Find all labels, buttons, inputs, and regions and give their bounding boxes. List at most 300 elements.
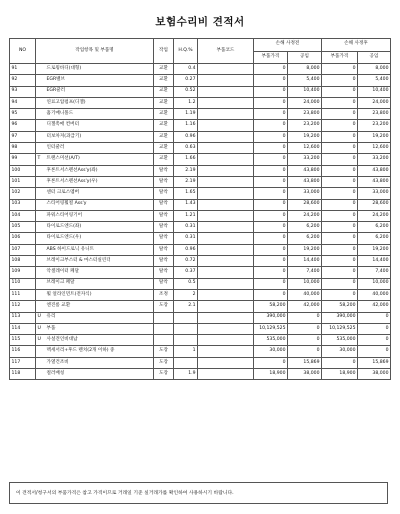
row-item-name — [36, 97, 154, 108]
row-after-labor: 40,000 — [358, 289, 391, 300]
table-row — [10, 188, 391, 199]
page-title: 보험수리비 견적서 — [155, 16, 245, 28]
row-after-parts: 0 — [322, 109, 358, 120]
row-hq: 2.19 — [174, 176, 198, 187]
row-after-labor: 38,000 — [358, 369, 391, 380]
row-hq: 0.37 — [174, 267, 198, 278]
row-before-parts: 390,000 — [254, 312, 288, 323]
row-after-parts: 58,200 — [322, 301, 358, 312]
row-part-code — [198, 143, 254, 154]
row-before-labor: 40,000 — [288, 289, 322, 300]
row-hq: 1.2 — [174, 97, 198, 108]
row-item-name — [36, 312, 154, 323]
row-item-label: 센터 크로스멤버 — [46, 190, 80, 196]
row-part-code — [198, 278, 254, 289]
row-no: 116 — [10, 346, 36, 357]
row-part-code — [198, 109, 254, 120]
row-item-label: 사설견인비대납 — [46, 336, 78, 342]
row-item-name — [36, 131, 154, 142]
row-part-code — [198, 75, 254, 86]
row-no: 110 — [10, 278, 36, 289]
row-item-label: 가열건조비 — [46, 359, 69, 365]
row-after-parts: 0 — [322, 278, 358, 289]
row-item-label: 타이로드엔드(좌) — [46, 224, 82, 229]
row-after-labor: 6,200 — [358, 222, 391, 233]
row-after-labor: 6,200 — [358, 233, 391, 244]
row-before-parts: 18,900 — [254, 369, 288, 380]
row-hq: 1.65 — [174, 188, 198, 199]
row-before-labor: 6,200 — [288, 233, 322, 244]
row-part-code — [198, 335, 254, 346]
row-item-name — [36, 120, 154, 131]
row-item-name — [36, 301, 154, 312]
row-after-labor: 33,000 — [358, 188, 391, 199]
row-item-name — [36, 75, 154, 86]
row-work: 탈착 — [154, 233, 174, 244]
table-row — [10, 97, 391, 108]
row-item-name — [36, 369, 154, 380]
row-work: 탈착 — [154, 278, 174, 289]
row-item-name — [36, 323, 154, 334]
row-before-labor: 23,800 — [288, 109, 322, 120]
row-item-prefix: U — [37, 314, 41, 320]
row-before-parts: 58,200 — [254, 301, 288, 312]
row-after-parts: 0 — [322, 357, 358, 368]
row-item-label: ABS 하이드로닉 유니트 — [46, 246, 95, 252]
row-after-parts: 0 — [322, 289, 358, 300]
row-hq: 0.96 — [174, 244, 198, 255]
row-hq — [174, 357, 198, 368]
row-no: 97 — [10, 131, 36, 142]
row-after-labor: 33,200 — [358, 154, 391, 165]
table-row — [10, 64, 391, 75]
row-after-labor: 0 — [358, 346, 391, 357]
row-after-parts: 0 — [322, 64, 358, 75]
row-after-parts: 0 — [322, 165, 358, 176]
row-item-label: 엔진룸 교환 — [46, 303, 71, 309]
row-after-labor: 23,800 — [358, 109, 391, 120]
row-after-parts: 0 — [322, 256, 358, 267]
row-part-code — [198, 222, 254, 233]
table-row — [10, 165, 391, 176]
row-after-parts: 0 — [322, 222, 358, 233]
row-after-labor: 10,000 — [358, 278, 391, 289]
row-item-label: 타이로드엔드(우) — [46, 235, 82, 241]
row-item-name — [36, 256, 154, 267]
row-work: 교환 — [154, 120, 174, 131]
row-before-parts: 0 — [254, 75, 288, 86]
row-item-label: EGR밸브 — [46, 77, 66, 83]
row-after-parts: 0 — [322, 233, 358, 244]
row-no: 94 — [10, 97, 36, 108]
row-after-labor: 42,000 — [358, 301, 391, 312]
row-item-label: 부품 — [46, 325, 56, 331]
row-hq: 2.19 — [174, 165, 198, 176]
row-work: 탈착 — [154, 256, 174, 267]
row-item-name — [36, 210, 154, 221]
header-after-parts: 부품가격 — [322, 51, 358, 64]
row-no: 106 — [10, 233, 36, 244]
row-item-name — [36, 165, 154, 176]
row-before-labor: 8,000 — [288, 64, 322, 75]
table-row — [10, 109, 391, 120]
row-before-parts: 0 — [254, 278, 288, 289]
row-item-label: 인터쿨러 — [46, 144, 65, 150]
row-part-code — [198, 244, 254, 255]
row-after-labor: 28,600 — [358, 199, 391, 210]
row-work: 탈착 — [154, 165, 174, 176]
row-before-parts: 0 — [254, 176, 288, 187]
row-work: 도장 — [154, 369, 174, 380]
row-after-parts: 18,900 — [322, 369, 358, 380]
row-before-labor: 38,000 — [288, 369, 322, 380]
row-no: 103 — [10, 199, 36, 210]
row-work — [154, 323, 174, 334]
row-no: 111 — [10, 289, 36, 300]
row-after-parts: 0 — [322, 154, 358, 165]
row-no: 104 — [10, 210, 36, 221]
table-row — [10, 323, 391, 334]
header-item: 작업항목 및 부품명 — [36, 39, 154, 64]
table-row — [10, 222, 391, 233]
row-item-name — [36, 233, 154, 244]
row-no: 93 — [10, 86, 36, 97]
row-work — [154, 335, 174, 346]
price-notice: 이 견적서/청구서의 부품가격은 참고 가격이므로 거래일 기준 실거래가를 확인하여 사용하시기 바랍니다. — [9, 482, 388, 504]
row-before-parts: 0 — [254, 120, 288, 131]
row-work: 교환 — [154, 131, 174, 142]
row-after-parts: 0 — [322, 188, 358, 199]
row-before-labor: 10,400 — [288, 86, 322, 97]
row-before-parts: 0 — [254, 199, 288, 210]
row-after-parts: 0 — [322, 131, 358, 142]
table-row — [10, 346, 391, 357]
table-row — [10, 357, 391, 368]
row-before-parts: 0 — [254, 210, 288, 221]
row-after-labor: 15,869 — [358, 357, 391, 368]
row-after-labor: 10,400 — [358, 86, 391, 97]
row-before-parts: 0 — [254, 267, 288, 278]
row-before-labor: 43,800 — [288, 165, 322, 176]
row-after-parts: 0 — [322, 120, 358, 131]
row-no: 117 — [10, 357, 36, 368]
row-before-parts: 30,000 — [254, 346, 288, 357]
row-part-code — [198, 120, 254, 131]
row-hq: 1.66 — [174, 154, 198, 165]
row-work: 도장 — [154, 301, 174, 312]
row-after-labor: 19,200 — [358, 131, 391, 142]
row-part-code — [198, 301, 254, 312]
row-work: 교환 — [154, 64, 174, 75]
row-after-parts: 0 — [322, 143, 358, 154]
row-hq: 0.96 — [174, 131, 198, 142]
row-no: 118 — [10, 369, 36, 380]
row-hq: 0.27 — [174, 75, 198, 86]
row-item-label: 악셀레이터 페달 — [46, 269, 80, 275]
row-before-parts: 0 — [254, 165, 288, 176]
row-before-parts: 10,129,525 — [254, 323, 288, 334]
row-no: 102 — [10, 188, 36, 199]
row-item-label: 디젤촉매 컨버터 — [46, 122, 80, 128]
row-item-name — [36, 199, 154, 210]
row-before-parts: 0 — [254, 86, 288, 97]
row-item-label: 후론트서스펜션Ass'y(좌) — [46, 167, 98, 173]
row-part-code — [198, 176, 254, 187]
row-after-labor: 0 — [358, 335, 391, 346]
row-item-name — [36, 86, 154, 97]
row-part-code — [198, 154, 254, 165]
row-item-name — [36, 357, 154, 368]
row-item-label: 후론트서스펜션Ass'y(우) — [46, 178, 98, 184]
row-after-parts: 0 — [322, 97, 358, 108]
row-part-code — [198, 210, 254, 221]
header-before: 손해 사정전 — [254, 39, 322, 52]
table-row — [10, 267, 391, 278]
row-no: 99 — [10, 154, 36, 165]
row-item-label: 드로윙바디(대형) — [46, 65, 82, 71]
row-before-parts: 0 — [254, 233, 288, 244]
row-item-name — [36, 109, 154, 120]
row-after-labor: 23,200 — [358, 120, 391, 131]
row-after-labor: 24,200 — [358, 210, 391, 221]
row-work: 탈착 — [154, 176, 174, 187]
row-before-labor: 24,200 — [288, 210, 322, 221]
table-row — [10, 244, 391, 255]
row-item-name — [36, 143, 154, 154]
table-row — [10, 278, 391, 289]
row-part-code — [198, 256, 254, 267]
table-row — [10, 154, 391, 165]
row-work: 탈착 — [154, 199, 174, 210]
row-before-labor: 0 — [288, 335, 322, 346]
header-before-labor: 공임 — [288, 51, 322, 64]
row-after-parts: 390,000 — [322, 312, 358, 323]
row-no: 112 — [10, 301, 36, 312]
header-after-labor: 공임 — [358, 51, 391, 64]
table-row — [10, 75, 391, 86]
row-before-labor: 28,600 — [288, 199, 322, 210]
row-part-code — [198, 199, 254, 210]
row-before-parts: 0 — [254, 289, 288, 300]
table-row — [10, 369, 391, 380]
row-no: 91 — [10, 64, 36, 75]
row-hq: 0.72 — [174, 256, 198, 267]
row-before-labor: 15,869 — [288, 357, 322, 368]
row-after-labor: 0 — [358, 323, 391, 334]
row-part-code — [198, 346, 254, 357]
row-hq: 0.31 — [174, 233, 198, 244]
estimate-table — [9, 38, 391, 380]
row-after-labor: 14,400 — [358, 256, 391, 267]
row-before-parts: 0 — [254, 143, 288, 154]
row-item-name — [36, 176, 154, 187]
row-hq: 0.63 — [174, 143, 198, 154]
row-no: 113 — [10, 312, 36, 323]
row-after-parts: 0 — [322, 210, 358, 221]
table-row — [10, 301, 391, 312]
row-work: 도장 — [154, 346, 174, 357]
row-item-name — [36, 346, 154, 357]
row-before-labor: 7,400 — [288, 267, 322, 278]
row-before-labor: 0 — [288, 312, 322, 323]
row-before-labor: 5,400 — [288, 75, 322, 86]
row-part-code — [198, 86, 254, 97]
row-after-labor: 5,400 — [358, 75, 391, 86]
row-part-code — [198, 267, 254, 278]
row-part-code — [198, 289, 254, 300]
row-before-labor: 0 — [288, 323, 322, 334]
row-hq: 0.5 — [174, 278, 198, 289]
table-row — [10, 143, 391, 154]
row-hq: 1.16 — [174, 120, 198, 131]
row-item-label: 브레이크부스터 & 마스터실린더 — [46, 257, 111, 263]
row-part-code — [198, 97, 254, 108]
row-hq — [174, 323, 198, 334]
row-item-name — [36, 188, 154, 199]
row-before-parts: 535,000 — [254, 335, 288, 346]
row-part-code — [198, 188, 254, 199]
row-before-labor: 14,400 — [288, 256, 322, 267]
row-before-parts: 0 — [254, 97, 288, 108]
row-before-parts: 0 — [254, 222, 288, 233]
row-hq: 1.19 — [174, 109, 198, 120]
row-item-name — [36, 289, 154, 300]
table-row — [10, 199, 391, 210]
table-row — [10, 256, 391, 267]
row-before-parts: 0 — [254, 154, 288, 165]
row-hq: 0.31 — [174, 222, 198, 233]
row-before-parts: 0 — [254, 109, 288, 120]
row-before-parts: 0 — [254, 256, 288, 267]
row-work: 탈착 — [154, 188, 174, 199]
table-row — [10, 86, 391, 97]
row-item-prefix: T — [37, 156, 41, 162]
row-before-labor: 24,000 — [288, 97, 322, 108]
row-after-parts: 30,000 — [322, 346, 358, 357]
table-row — [10, 176, 391, 187]
header-hqty: H.Q.% — [174, 39, 198, 64]
table-row — [10, 210, 391, 221]
row-item-name — [36, 244, 154, 255]
estimate-rows — [10, 64, 391, 380]
row-item-label: 파워스티어링기어 — [46, 212, 83, 218]
row-before-labor: 0 — [288, 346, 322, 357]
row-item-label: 스티어링휠컬 Ass'y — [46, 201, 87, 207]
row-work: 조정 — [154, 289, 174, 300]
table-row — [10, 289, 391, 300]
row-work: 탈착 — [154, 210, 174, 221]
row-after-labor: 12,600 — [358, 143, 391, 154]
row-before-labor: 12,600 — [288, 143, 322, 154]
row-no: 95 — [10, 109, 36, 120]
row-item-name — [36, 154, 154, 165]
row-hq: 0.4 — [174, 64, 198, 75]
row-after-labor: 43,800 — [358, 165, 391, 176]
header-before-parts: 부품가격 — [254, 51, 288, 64]
row-part-code — [198, 131, 254, 142]
row-hq: 1 — [174, 346, 198, 357]
row-hq: 2 — [174, 289, 198, 300]
row-no: 101 — [10, 176, 36, 187]
row-item-name — [36, 64, 154, 75]
row-no: 105 — [10, 222, 36, 233]
row-item-prefix: U — [37, 325, 41, 331]
row-part-code — [198, 369, 254, 380]
row-after-parts: 535,000 — [322, 335, 358, 346]
row-part-code — [198, 357, 254, 368]
row-no: 92 — [10, 75, 36, 86]
row-item-name — [36, 222, 154, 233]
row-after-parts: 0 — [322, 267, 358, 278]
row-item-label: 트랜스미션(A/T) — [46, 156, 80, 162]
row-work: 탈착 — [154, 244, 174, 255]
row-work: 교환 — [154, 154, 174, 165]
row-hq — [174, 312, 198, 323]
row-hq: 2.1 — [174, 301, 198, 312]
row-item-label: 휠 얼라인먼트(전자식) — [46, 291, 92, 297]
row-item-label: 흡기매니폴드 — [46, 111, 74, 117]
table-row — [10, 120, 391, 131]
row-item-name — [36, 278, 154, 289]
row-hq — [174, 335, 198, 346]
row-no: 98 — [10, 143, 36, 154]
row-before-labor: 43,800 — [288, 176, 322, 187]
row-item-label: 터보차져(과급기) — [46, 133, 82, 139]
row-no: 96 — [10, 120, 36, 131]
header-no: NO — [10, 39, 36, 64]
row-part-code — [198, 323, 254, 334]
row-after-parts: 0 — [322, 199, 358, 210]
row-before-parts: 0 — [254, 188, 288, 199]
table-row — [10, 335, 391, 346]
row-no: 107 — [10, 244, 36, 255]
row-item-label: 연료고압펌프(디젤) — [46, 99, 86, 105]
row-before-labor: 42,000 — [288, 301, 322, 312]
row-work: 교환 — [154, 143, 174, 154]
row-item-prefix: U — [37, 336, 41, 342]
row-no: 109 — [10, 267, 36, 278]
row-item-label: 컬러배칭 — [46, 370, 65, 376]
header-after: 손해 사정후 — [322, 39, 391, 52]
row-after-parts: 0 — [322, 75, 358, 86]
row-work: 도장 — [154, 357, 174, 368]
row-work — [154, 312, 174, 323]
row-hq: 1.9 — [174, 369, 198, 380]
row-work: 교환 — [154, 86, 174, 97]
header-row-top — [10, 39, 391, 52]
row-before-parts: 0 — [254, 131, 288, 142]
row-item-name — [36, 267, 154, 278]
row-after-parts: 0 — [322, 176, 358, 187]
table-row — [10, 312, 391, 323]
row-before-parts: 0 — [254, 244, 288, 255]
row-item-label: 브레이크 페달 — [46, 280, 75, 286]
row-hq: 0.52 — [174, 86, 198, 97]
table-row — [10, 131, 391, 142]
row-before-labor: 10,000 — [288, 278, 322, 289]
row-before-labor: 19,200 — [288, 131, 322, 142]
row-no: 108 — [10, 256, 36, 267]
row-work: 탈착 — [154, 267, 174, 278]
row-item-name — [36, 335, 154, 346]
row-work: 탈착 — [154, 222, 174, 233]
header-work: 작업 — [154, 39, 174, 64]
row-before-labor: 23,200 — [288, 120, 322, 131]
row-before-parts: 0 — [254, 64, 288, 75]
row-before-labor: 33,200 — [288, 154, 322, 165]
row-before-labor: 33,000 — [288, 188, 322, 199]
row-after-parts: 0 — [322, 86, 358, 97]
